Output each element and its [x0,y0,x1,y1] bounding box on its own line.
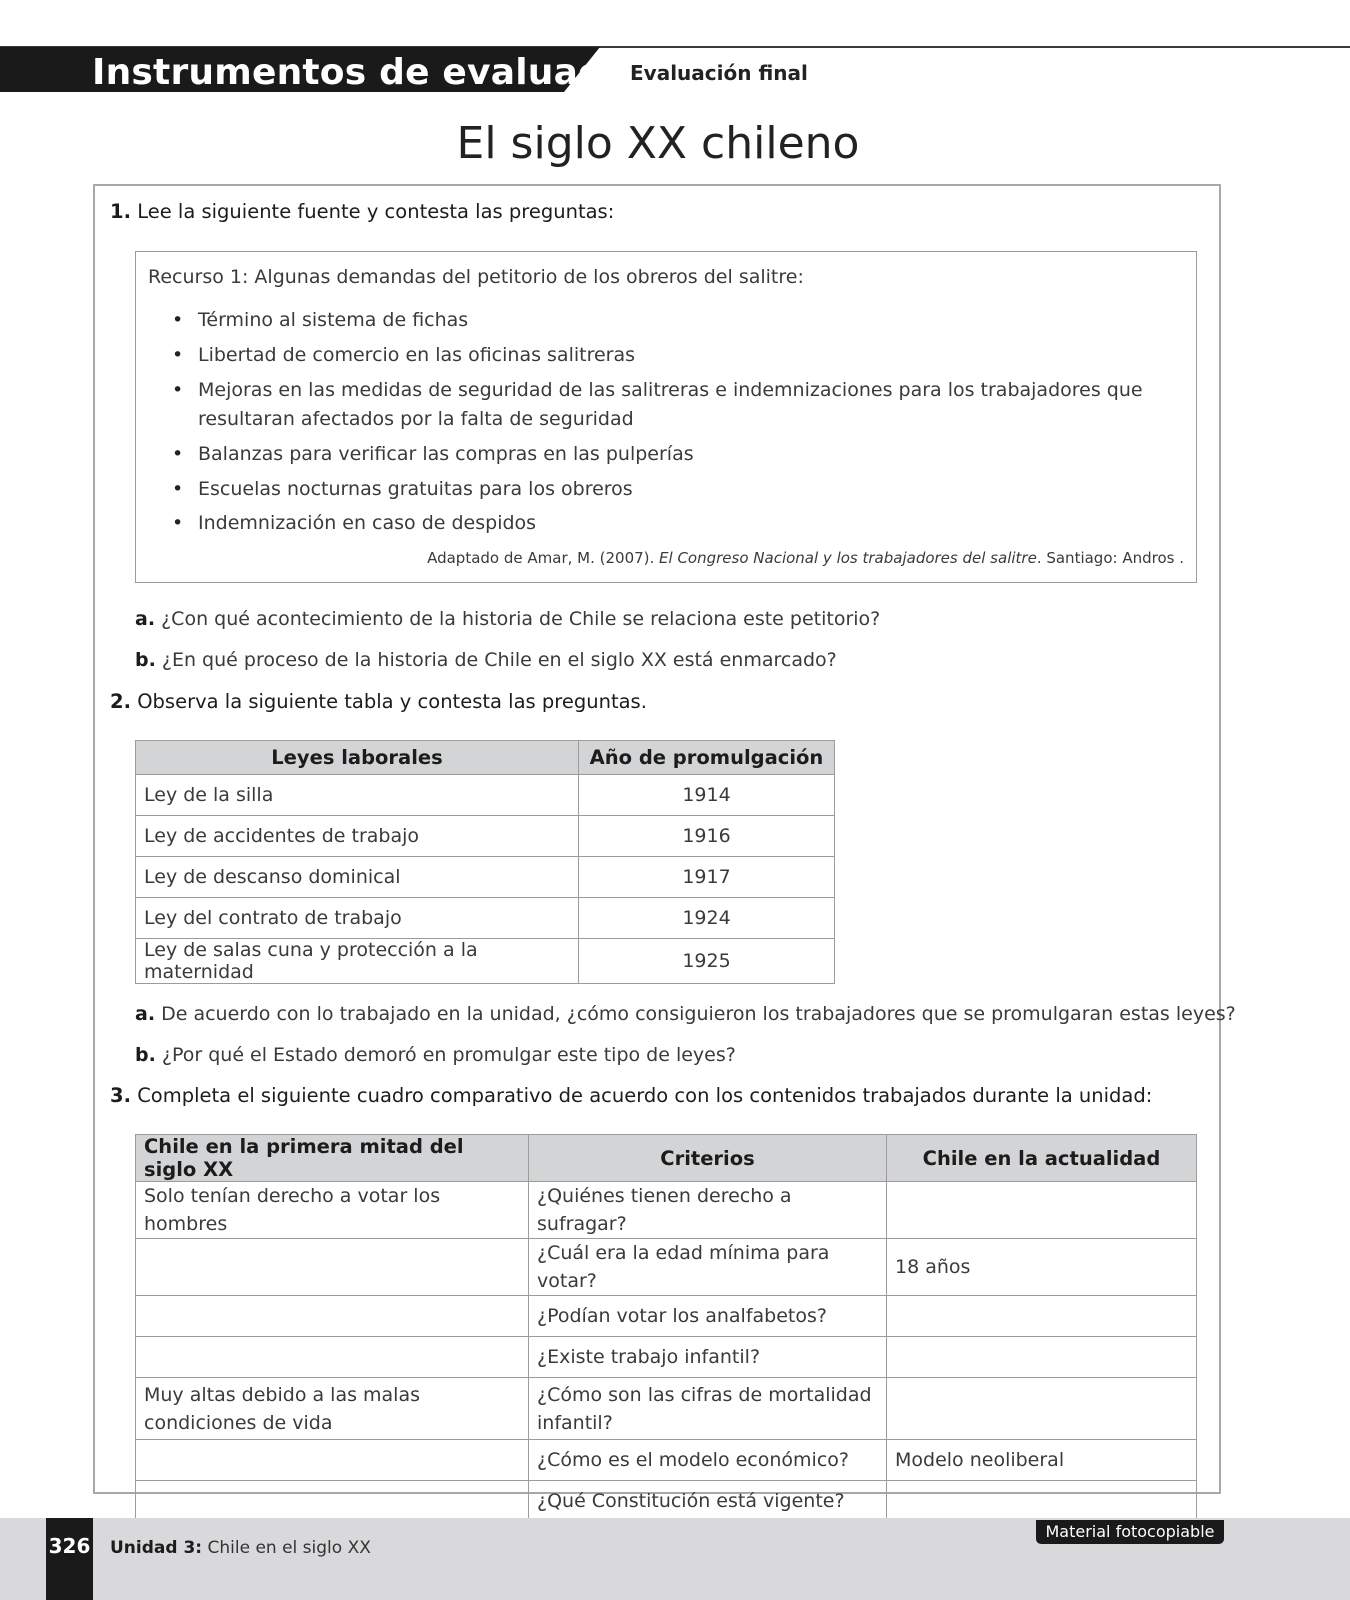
present-cell [887,1378,1197,1440]
table-row [136,1296,1197,1337]
table-row [136,857,835,898]
law-year-cell: 1925 [579,939,835,984]
table-row [136,1182,1197,1239]
law-year-cell: 1924 [579,898,835,939]
resource-box [135,251,1197,583]
question-2b [135,1044,736,1066]
sub-text: ¿Con qué acontecimiento de la historia de Chile se relaciona este petitorio? [161,608,881,630]
question-2 [110,690,647,713]
page-title: El siglo XX chileno [456,118,860,169]
citation-title: El Congreso Nacional y los trabajadores del salitre [659,549,1037,567]
table-header: Leyes laborales [136,741,579,775]
resource-item: • Mejoras en las medidas de seguridad de las salitreras e indemnizaciones para los trabajadores que resultaran afectados por la falta de seguridad [198,376,1188,434]
resource-item: • Libertad de comercio en las oficinas salitreras [198,341,1188,370]
question-1b [135,649,837,671]
table-row [136,1239,1197,1296]
law-name-cell: Ley de descanso dominical [136,857,579,898]
question-number: 1. [110,200,131,223]
present-cell [887,1296,1197,1337]
table-header: Chile en la actualidad [887,1135,1197,1182]
present-cell [887,1182,1197,1239]
table-row [136,1440,1197,1481]
table-row [136,898,835,939]
table-header: Chile en la primera mitad del siglo XX [136,1135,529,1182]
law-year-cell: 1914 [579,775,835,816]
law-name-cell: Ley del contrato de trabajo [136,898,579,939]
sub-letter: b. [135,1044,156,1066]
question-1 [110,200,614,223]
table-row [136,1481,1197,1522]
unit-label-text: Chile en el siglo XX [202,1538,371,1558]
criteria-cell: ¿Existe trabajo infantil? [529,1337,887,1378]
criteria-cell: ¿Podían votar los analfabetos? [529,1296,887,1337]
past-cell [136,1481,529,1522]
labor-laws-table [135,740,835,984]
question-text: Observa la siguiente tabla y contesta las preguntas. [137,690,647,713]
question-number: 2. [110,690,131,713]
table-row [136,1337,1197,1378]
table-row [136,1378,1197,1440]
resource-item: • Término al sistema de fichas [198,306,1188,335]
unit-label-bold: Unidad 3: [110,1538,203,1558]
citation-prefix: Adaptado de Amar, M. (2007). [427,549,660,567]
law-year-cell: 1916 [579,816,835,857]
page-number: 326 [48,1534,91,1558]
table-header-row [136,741,835,775]
past-cell [136,1296,529,1337]
sub-text: ¿En qué proceso de la historia de Chile en el siglo XX está enmarcado? [161,649,837,671]
table-header: Criterios [529,1135,887,1182]
question-3 [110,1084,1152,1107]
past-cell: Muy altas debido a las malas condiciones de vida [136,1378,529,1440]
criteria-cell: ¿Cómo son las cifras de mortalidad infantil? [529,1378,887,1440]
present-cell [887,1337,1197,1378]
question-1a [135,608,880,630]
present-cell: Modelo neoliberal [887,1440,1197,1481]
criteria-cell: ¿Qué Constitución está vigente? [529,1481,887,1522]
question-number: 3. [110,1084,131,1107]
table-header-row [136,1135,1197,1182]
criteria-cell: ¿Quiénes tienen derecho a sufragar? [529,1182,887,1239]
resource-citation [427,549,1184,567]
unit-label [110,1538,371,1558]
law-name-cell: Ley de la silla [136,775,579,816]
sub-text: De acuerdo con lo trabajado en la unidad, ¿cómo consiguieron los trabajadores que se promulgaran estas leyes? [161,1003,1236,1025]
photocopiable-badge: Material fotocopiable [1036,1520,1224,1544]
past-cell [136,1239,529,1296]
resource-item: • Balanzas para verificar las compras en las pulperías [198,440,1188,469]
law-name-cell: Ley de salas cuna y protección a la maternidad [136,939,579,984]
header-subtitle: Evaluación final [630,61,808,85]
table-row [136,939,835,984]
law-year-cell: 1917 [579,857,835,898]
citation-suffix: . Santiago: Andros . [1036,549,1184,567]
past-cell [136,1337,529,1378]
sub-text: ¿Por qué el Estado demoró en promulgar este tipo de leyes? [161,1044,736,1066]
present-cell: 18 años [887,1239,1197,1296]
page-number-tab [46,1518,93,1600]
resource-title: Recurso 1: Algunas demandas del petitorio de los obreros del salitre: [148,266,804,288]
question-text: Lee la siguiente fuente y contesta las preguntas: [137,200,615,223]
sub-letter: a. [135,1003,156,1025]
resource-item: • Escuelas nocturnas gratuitas para los obreros [198,475,1188,504]
resource-item: • Indemnización en caso de despidos [198,509,1188,538]
comparison-table [135,1134,1197,1522]
present-cell [887,1481,1197,1522]
criteria-cell: ¿Cuál era la edad mínima para votar? [529,1239,887,1296]
table-row [136,816,835,857]
law-name-cell: Ley de accidentes de trabajo [136,816,579,857]
table-header: Año de promulgación [579,741,835,775]
question-text: Completa el siguiente cuadro comparativo de acuerdo con los contenidos trabajados durante la unidad: [137,1084,1153,1107]
banner-title: Instrumentos de evaluación [92,52,663,93]
question-2a [135,1003,1236,1025]
table-row [136,775,835,816]
criteria-cell: ¿Cómo es el modelo económico? [529,1440,887,1481]
sub-letter: b. [135,649,156,671]
past-cell [136,1440,529,1481]
past-cell: Solo tenían derecho a votar los hombres [136,1182,529,1239]
sub-letter: a. [135,608,156,630]
